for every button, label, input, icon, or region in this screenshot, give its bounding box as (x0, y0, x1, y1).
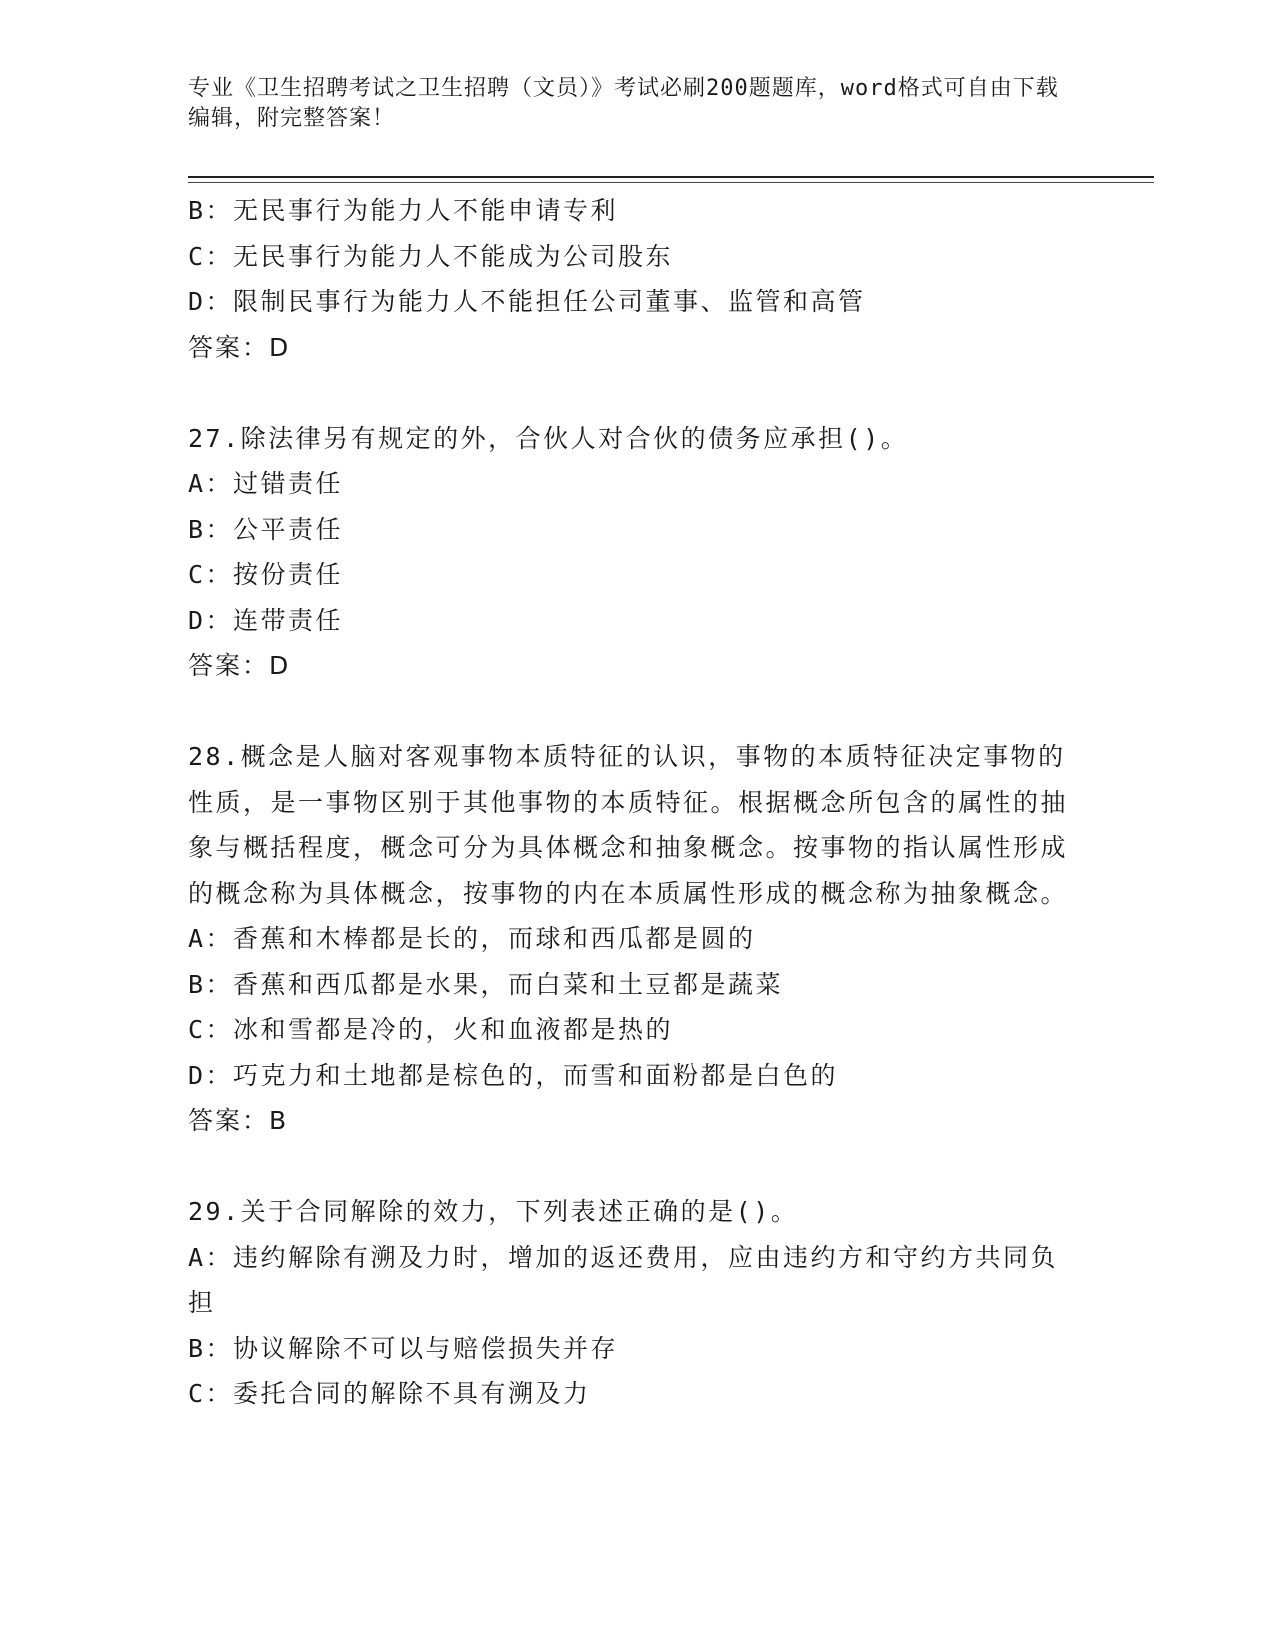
option-a: A：违约解除有溯及力时，增加的返还费用，应由违约方和守约方共同负担 (188, 1242, 1059, 1317)
header-divider (188, 176, 1154, 178)
question-stem: 27.除法律另有规定的外，合伙人对合伙的债务应承担()。 (188, 423, 909, 453)
option-b: B：无民事行为能力人不能申请专利 (188, 196, 619, 225)
question-28 (188, 734, 1088, 1144)
question-stem: 29.关于合同解除的效力，下列表述正确的是()。 (188, 1197, 799, 1226)
option-d: D：连带责任 (188, 605, 344, 635)
header-divider-thin (188, 182, 1154, 183)
option-b: B：公平责任 (188, 514, 344, 544)
question-29 (188, 1189, 1088, 1417)
option-a: A：过错责任 (188, 469, 344, 498)
answer-line: 答案：D (188, 332, 291, 362)
question-continued (188, 188, 1088, 370)
spacer (188, 1144, 1088, 1190)
answer-line: 答案：D (188, 651, 291, 680)
option-c: C：无民事行为能力人不能成为公司股东 (188, 241, 674, 271)
option-c: C：冰和雪都是冷的，火和血液都是热的 (188, 1015, 674, 1044)
document-header: 专业《卫生招聘考试之卫生招聘（文员）》考试必刷200题题库，word格式可自由下载编辑，附完整答案！ (188, 76, 1059, 131)
question-stem: 28.概念是人脑对客观事物本质特征的认识，事物的本质特征决定事物的性质，是一事物区别于其他事物的本质特征。根据概念所包含的属性的抽象与概括程度，概念可分为具体概念和抽象概念。按事物的指认属性形成的概念称为具体概念，按事物的内在本质属性形成的概念称为抽象概念。 (188, 742, 1069, 908)
spacer (188, 689, 1088, 735)
question-27 (188, 416, 1088, 689)
option-d: D：限制民事行为能力人不能担任公司董事、监管和高管 (188, 287, 866, 316)
option-b: B：香蕉和西瓜都是水果，而白菜和土豆都是蔬菜 (188, 969, 784, 999)
option-c: C：委托合同的解除不具有溯及力 (188, 1379, 591, 1408)
question-list (188, 188, 1088, 1417)
answer-line: 答案：B (188, 1106, 289, 1135)
option-c: C：按份责任 (188, 560, 344, 589)
option-a: A：香蕉和木棒都是长的，而球和西瓜都是圆的 (188, 924, 756, 953)
option-d: D：巧克力和土地都是棕色的，而雪和面粉都是白色的 (188, 1060, 839, 1090)
spacer (188, 370, 1088, 416)
option-b: B：协议解除不可以与赔偿损失并存 (188, 1333, 619, 1363)
